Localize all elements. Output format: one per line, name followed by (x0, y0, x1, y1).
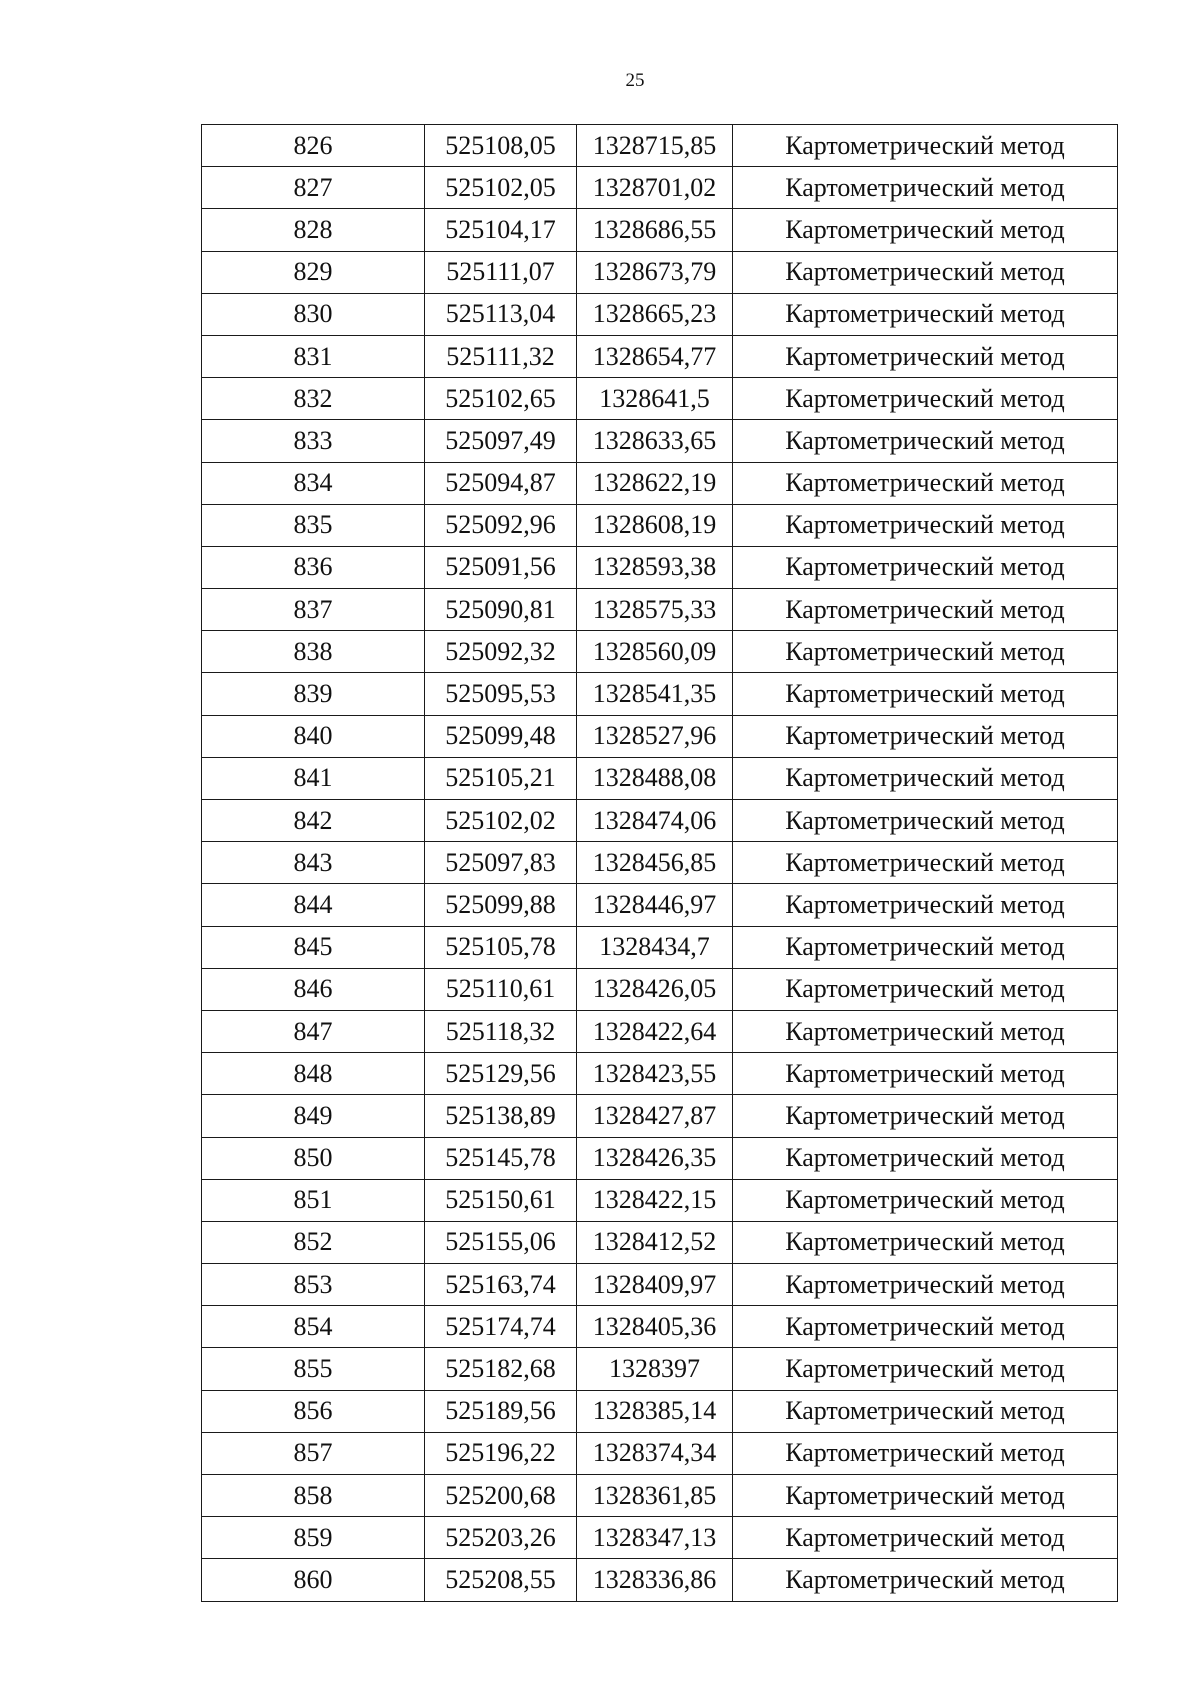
table-row (202, 800, 1118, 842)
y-coordinate-cell: 1328686,55 (577, 209, 733, 251)
table-row (202, 968, 1118, 1010)
table-row (202, 631, 1118, 673)
page-number: 25 (625, 70, 645, 91)
x-coordinate-cell: 525150,61 (425, 1179, 577, 1221)
y-coordinate-cell: 1328701,02 (577, 167, 733, 209)
x-coordinate-cell: 525111,32 (425, 335, 577, 377)
table-row (202, 926, 1118, 968)
point-number-cell: 843 (202, 842, 425, 884)
point-number-cell: 850 (202, 1137, 425, 1179)
x-coordinate-cell: 525102,65 (425, 378, 577, 420)
y-coordinate-cell: 1328593,38 (577, 546, 733, 588)
x-coordinate-cell: 525099,88 (425, 884, 577, 926)
x-coordinate-cell: 525097,83 (425, 842, 577, 884)
point-number-cell: 849 (202, 1095, 425, 1137)
table-row (202, 125, 1118, 167)
method-cell: Картометрический метод (733, 125, 1118, 167)
point-number-cell: 853 (202, 1264, 425, 1306)
y-coordinate-cell: 1328527,96 (577, 715, 733, 757)
point-number-cell: 844 (202, 884, 425, 926)
table-row (202, 1095, 1118, 1137)
x-coordinate-cell: 525102,02 (425, 800, 577, 842)
x-coordinate-cell: 525155,06 (425, 1221, 577, 1263)
method-cell: Картометрический метод (733, 1221, 1118, 1263)
x-coordinate-cell: 525102,05 (425, 167, 577, 209)
point-number-cell: 837 (202, 589, 425, 631)
method-cell: Картометрический метод (733, 293, 1118, 335)
point-number-cell: 841 (202, 757, 425, 799)
y-coordinate-cell: 1328541,35 (577, 673, 733, 715)
table-row (202, 209, 1118, 251)
y-coordinate-cell: 1328374,34 (577, 1432, 733, 1474)
method-cell: Картометрический метод (733, 673, 1118, 715)
x-coordinate-cell: 525189,56 (425, 1390, 577, 1432)
method-cell: Картометрический метод (733, 1137, 1118, 1179)
method-cell: Картометрический метод (733, 968, 1118, 1010)
y-coordinate-cell: 1328336,86 (577, 1559, 733, 1601)
y-coordinate-cell: 1328347,13 (577, 1517, 733, 1559)
point-number-cell: 856 (202, 1390, 425, 1432)
point-number-cell: 826 (202, 125, 425, 167)
point-number-cell: 839 (202, 673, 425, 715)
method-cell: Картометрический метод (733, 1559, 1118, 1601)
point-number-cell: 833 (202, 420, 425, 462)
x-coordinate-cell: 525129,56 (425, 1053, 577, 1095)
y-coordinate-cell: 1328423,55 (577, 1053, 733, 1095)
y-coordinate-cell: 1328608,19 (577, 504, 733, 546)
point-number-cell: 859 (202, 1517, 425, 1559)
point-number-cell: 855 (202, 1348, 425, 1390)
method-cell: Картометрический метод (733, 1390, 1118, 1432)
table-row (202, 673, 1118, 715)
table-row (202, 1390, 1118, 1432)
table-row (202, 1137, 1118, 1179)
method-cell: Картометрический метод (733, 1010, 1118, 1052)
x-coordinate-cell: 525203,26 (425, 1517, 577, 1559)
method-cell: Картометрический метод (733, 1179, 1118, 1221)
table-row (202, 167, 1118, 209)
point-number-cell: 852 (202, 1221, 425, 1263)
table-row (202, 378, 1118, 420)
y-coordinate-cell: 1328426,35 (577, 1137, 733, 1179)
point-number-cell: 845 (202, 926, 425, 968)
x-coordinate-cell: 525196,22 (425, 1432, 577, 1474)
method-cell: Картометрический метод (733, 715, 1118, 757)
method-cell: Картометрический метод (733, 1053, 1118, 1095)
y-coordinate-cell: 1328665,23 (577, 293, 733, 335)
y-coordinate-cell: 1328397 (577, 1348, 733, 1390)
x-coordinate-cell: 525091,56 (425, 546, 577, 588)
method-cell: Картометрический метод (733, 251, 1118, 293)
y-coordinate-cell: 1328426,05 (577, 968, 733, 1010)
y-coordinate-cell: 1328434,7 (577, 926, 733, 968)
table-row (202, 546, 1118, 588)
point-number-cell: 829 (202, 251, 425, 293)
method-cell: Картометрический метод (733, 209, 1118, 251)
method-cell: Картометрический метод (733, 1517, 1118, 1559)
y-coordinate-cell: 1328575,33 (577, 589, 733, 631)
x-coordinate-cell: 525208,55 (425, 1559, 577, 1601)
y-coordinate-cell: 1328427,87 (577, 1095, 733, 1137)
table-row (202, 1559, 1118, 1601)
point-number-cell: 854 (202, 1306, 425, 1348)
y-coordinate-cell: 1328412,52 (577, 1221, 733, 1263)
table-row (202, 1432, 1118, 1474)
point-number-cell: 860 (202, 1559, 425, 1601)
x-coordinate-cell: 525094,87 (425, 462, 577, 504)
x-coordinate-cell: 525200,68 (425, 1475, 577, 1517)
point-number-cell: 840 (202, 715, 425, 757)
y-coordinate-cell: 1328422,64 (577, 1010, 733, 1052)
method-cell: Картометрический метод (733, 631, 1118, 673)
table-row (202, 715, 1118, 757)
y-coordinate-cell: 1328409,97 (577, 1264, 733, 1306)
y-coordinate-cell: 1328422,15 (577, 1179, 733, 1221)
y-coordinate-cell: 1328641,5 (577, 378, 733, 420)
y-coordinate-cell: 1328385,14 (577, 1390, 733, 1432)
method-cell: Картометрический метод (733, 1432, 1118, 1474)
table-row (202, 1221, 1118, 1263)
table-row (202, 757, 1118, 799)
table-body (202, 125, 1118, 1602)
method-cell: Картометрический метод (733, 335, 1118, 377)
point-number-cell: 836 (202, 546, 425, 588)
x-coordinate-cell: 525113,04 (425, 293, 577, 335)
y-coordinate-cell: 1328654,77 (577, 335, 733, 377)
point-number-cell: 847 (202, 1010, 425, 1052)
y-coordinate-cell: 1328456,85 (577, 842, 733, 884)
x-coordinate-cell: 525105,78 (425, 926, 577, 968)
x-coordinate-cell: 525163,74 (425, 1264, 577, 1306)
point-number-cell: 827 (202, 167, 425, 209)
point-number-cell: 848 (202, 1053, 425, 1095)
point-number-cell: 851 (202, 1179, 425, 1221)
point-number-cell: 830 (202, 293, 425, 335)
x-coordinate-cell: 525092,32 (425, 631, 577, 673)
point-number-cell: 834 (202, 462, 425, 504)
y-coordinate-cell: 1328474,06 (577, 800, 733, 842)
method-cell: Картометрический метод (733, 462, 1118, 504)
table-row (202, 1348, 1118, 1390)
y-coordinate-cell: 1328622,19 (577, 462, 733, 504)
method-cell: Картометрический метод (733, 1348, 1118, 1390)
table-row (202, 1306, 1118, 1348)
method-cell: Картометрический метод (733, 589, 1118, 631)
method-cell: Картометрический метод (733, 546, 1118, 588)
method-cell: Картометрический метод (733, 167, 1118, 209)
table-row (202, 1517, 1118, 1559)
method-cell: Картометрический метод (733, 884, 1118, 926)
point-number-cell: 835 (202, 504, 425, 546)
table-row (202, 884, 1118, 926)
table-row (202, 842, 1118, 884)
point-number-cell: 858 (202, 1475, 425, 1517)
method-cell: Картометрический метод (733, 1475, 1118, 1517)
table-row (202, 1475, 1118, 1517)
y-coordinate-cell: 1328633,65 (577, 420, 733, 462)
y-coordinate-cell: 1328560,09 (577, 631, 733, 673)
table-row (202, 420, 1118, 462)
x-coordinate-cell: 525097,49 (425, 420, 577, 462)
point-number-cell: 831 (202, 335, 425, 377)
method-cell: Картометрический метод (733, 842, 1118, 884)
method-cell: Картометрический метод (733, 757, 1118, 799)
x-coordinate-cell: 525090,81 (425, 589, 577, 631)
method-cell: Картометрический метод (733, 378, 1118, 420)
coordinates-table (201, 124, 1118, 1602)
table-row (202, 1264, 1118, 1306)
table-row (202, 1053, 1118, 1095)
point-number-cell: 828 (202, 209, 425, 251)
table-row (202, 589, 1118, 631)
y-coordinate-cell: 1328361,85 (577, 1475, 733, 1517)
y-coordinate-cell: 1328715,85 (577, 125, 733, 167)
table-row (202, 1010, 1118, 1052)
point-number-cell: 832 (202, 378, 425, 420)
method-cell: Картометрический метод (733, 1306, 1118, 1348)
x-coordinate-cell: 525092,96 (425, 504, 577, 546)
x-coordinate-cell: 525145,78 (425, 1137, 577, 1179)
method-cell: Картометрический метод (733, 504, 1118, 546)
table-row (202, 293, 1118, 335)
x-coordinate-cell: 525174,74 (425, 1306, 577, 1348)
method-cell: Картометрический метод (733, 926, 1118, 968)
table-row (202, 335, 1118, 377)
point-number-cell: 846 (202, 968, 425, 1010)
x-coordinate-cell: 525099,48 (425, 715, 577, 757)
x-coordinate-cell: 525104,17 (425, 209, 577, 251)
x-coordinate-cell: 525118,32 (425, 1010, 577, 1052)
point-number-cell: 838 (202, 631, 425, 673)
table-row (202, 1179, 1118, 1221)
method-cell: Картометрический метод (733, 1264, 1118, 1306)
x-coordinate-cell: 525108,05 (425, 125, 577, 167)
x-coordinate-cell: 525138,89 (425, 1095, 577, 1137)
table-row (202, 462, 1118, 504)
point-number-cell: 842 (202, 800, 425, 842)
table-row (202, 504, 1118, 546)
x-coordinate-cell: 525111,07 (425, 251, 577, 293)
table-row (202, 251, 1118, 293)
method-cell: Картометрический метод (733, 1095, 1118, 1137)
x-coordinate-cell: 525182,68 (425, 1348, 577, 1390)
x-coordinate-cell: 525105,21 (425, 757, 577, 799)
point-number-cell: 857 (202, 1432, 425, 1474)
x-coordinate-cell: 525110,61 (425, 968, 577, 1010)
y-coordinate-cell: 1328405,36 (577, 1306, 733, 1348)
method-cell: Картометрический метод (733, 800, 1118, 842)
y-coordinate-cell: 1328446,97 (577, 884, 733, 926)
y-coordinate-cell: 1328488,08 (577, 757, 733, 799)
y-coordinate-cell: 1328673,79 (577, 251, 733, 293)
x-coordinate-cell: 525095,53 (425, 673, 577, 715)
method-cell: Картометрический метод (733, 420, 1118, 462)
